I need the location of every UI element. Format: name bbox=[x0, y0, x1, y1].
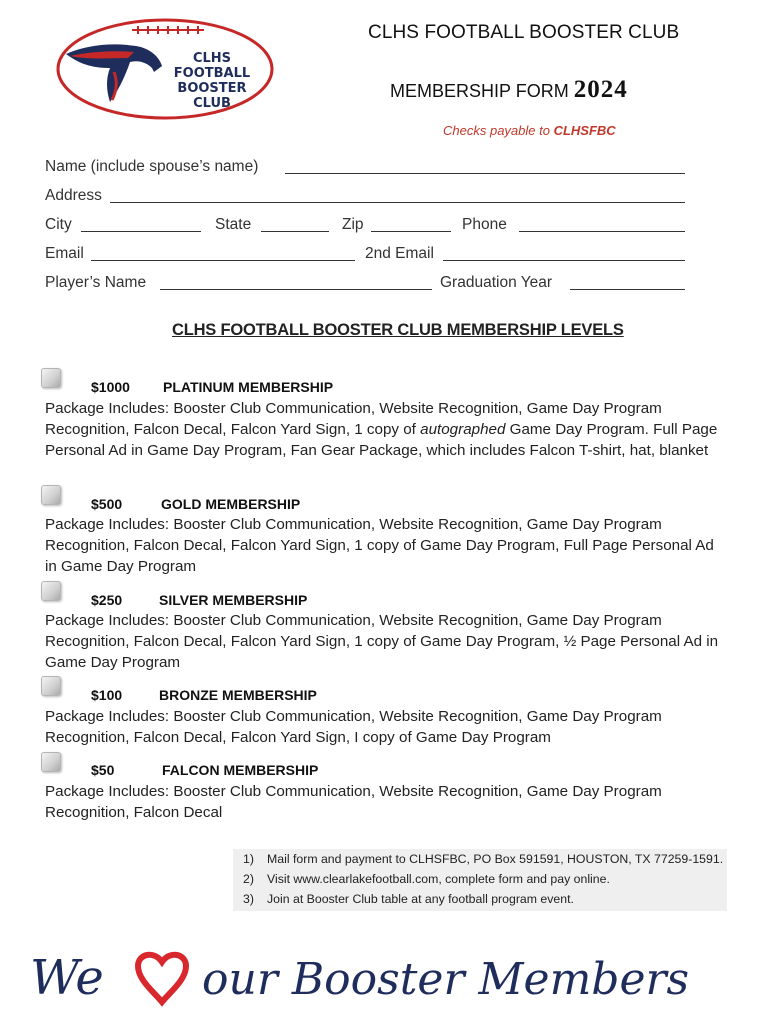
silver-description: Package Includes: Booster Club Communication, Website Recognition, Game Day Program Recognition, Falcon Decal, Falcon Yard Sign, 1 copy of Game Day Program, ½ Page Personal Ad in Game Day Program bbox=[45, 612, 719, 671]
footer-word-we: We bbox=[30, 950, 104, 1006]
description-text: Package Includes: Booster Club Communication, Website Recognition, Game Day Program Recognition, Falcon Decal, Falcon Yard Sign, 1 copy of bbox=[45, 400, 662, 438]
description-emphasis: autographed bbox=[420, 421, 506, 438]
platinum-checkbox[interactable] bbox=[41, 368, 61, 388]
level-price: $500 bbox=[91, 496, 123, 512]
city-field[interactable] bbox=[81, 231, 201, 232]
phone-field[interactable] bbox=[519, 231, 685, 232]
instruction-text: Mail form and payment to CLHSFBC, PO Box 591591, HOUSTON, TX 77259-1591. bbox=[267, 852, 724, 866]
gold-checkbox[interactable] bbox=[41, 485, 61, 505]
level-name: GOLD MEMBERSHIP bbox=[161, 496, 301, 512]
footer-slogan bbox=[30, 944, 750, 1010]
city-state-zip-row bbox=[45, 216, 685, 238]
email-label: Email bbox=[45, 245, 84, 262]
player-name-label: Player’s Name bbox=[45, 274, 147, 291]
checks-payable-note bbox=[443, 123, 616, 138]
bronze-description: Package Includes: Booster Club Communication, Website Recognition, Game Day Program Recognition, Falcon Decal, Falcon Yard Sign, I copy of Game Day Program bbox=[45, 708, 662, 746]
player-row bbox=[45, 274, 685, 296]
name-field[interactable] bbox=[285, 173, 685, 174]
platinum-description bbox=[45, 398, 725, 461]
logo-text-3: BOOSTER bbox=[177, 81, 247, 96]
instruction-number: 1) bbox=[243, 852, 254, 866]
footer-word-rest: our Booster Members bbox=[202, 954, 690, 1005]
zip-label: Zip bbox=[342, 216, 364, 233]
instruction-item bbox=[243, 872, 610, 886]
instruction-text: Visit www.clearlakefootball.com, complete form and pay online. bbox=[267, 872, 610, 886]
email-row bbox=[45, 245, 685, 267]
falcon-description: Package Includes: Booster Club Communication, Website Recognition, Game Day Program Recognition, Falcon Decal bbox=[45, 783, 662, 821]
state-field[interactable] bbox=[261, 231, 329, 232]
level-name: FALCON MEMBERSHIP bbox=[162, 762, 319, 778]
graduation-year-field[interactable] bbox=[570, 289, 685, 290]
address-label: Address bbox=[45, 187, 102, 204]
heart-icon bbox=[138, 955, 186, 1002]
name-row bbox=[45, 158, 685, 180]
instruction-item bbox=[243, 892, 574, 906]
description-text: Game Day Program. Full Page Personal Ad in Game Day Program, Fan Gear Package, which includes Falcon T-shirt, hat, blanket bbox=[45, 421, 718, 459]
logo-text-1: CLHS bbox=[192, 51, 232, 66]
address-row bbox=[45, 187, 685, 209]
checks-prefix: Checks payable to bbox=[443, 123, 550, 138]
falcon-checkbox[interactable] bbox=[41, 752, 61, 772]
level-price: $100 bbox=[91, 687, 123, 703]
name-label: Name (include spouse’s name) bbox=[45, 158, 259, 175]
silver-checkbox[interactable] bbox=[41, 581, 61, 601]
level-price: $250 bbox=[91, 592, 123, 608]
email2-field[interactable] bbox=[443, 260, 685, 261]
form-title: CLHS FOOTBALL BOOSTER CLUB bbox=[368, 22, 680, 43]
level-name: SILVER MEMBERSHIP bbox=[159, 592, 308, 608]
logo-text-2: FOOTBALL bbox=[173, 66, 251, 81]
level-price: $1000 bbox=[91, 379, 130, 395]
address-field[interactable] bbox=[110, 202, 685, 203]
zip-field[interactable] bbox=[371, 231, 451, 232]
membership-form-heading bbox=[390, 76, 628, 104]
instruction-text: Join at Booster Club table at any football program event. bbox=[267, 892, 574, 906]
phone-label: Phone bbox=[462, 216, 507, 233]
level-name: BRONZE MEMBERSHIP bbox=[159, 687, 317, 703]
instruction-item bbox=[243, 852, 723, 866]
instruction-number: 3) bbox=[243, 892, 254, 906]
form-label: MEMBERSHIP FORM bbox=[390, 81, 569, 101]
level-name: PLATINUM MEMBERSHIP bbox=[163, 379, 334, 395]
city-label: City bbox=[45, 216, 72, 233]
clhs-football-logo bbox=[54, 16, 276, 122]
logo-text-4: CLUB bbox=[193, 96, 231, 111]
graduation-year-label: Graduation Year bbox=[440, 274, 553, 291]
email2-label: 2nd Email bbox=[365, 245, 434, 262]
email-field[interactable] bbox=[91, 260, 355, 261]
player-name-field[interactable] bbox=[160, 289, 432, 290]
checks-payee: CLHSFBC bbox=[553, 123, 616, 138]
payment-instructions bbox=[233, 849, 727, 911]
bronze-checkbox[interactable] bbox=[41, 676, 61, 696]
level-price: $50 bbox=[91, 762, 115, 778]
form-year: 2024 bbox=[573, 76, 628, 103]
gold-description: Package Includes: Booster Club Communication, Website Recognition, Game Day Program Recognition, Falcon Decal, Falcon Yard Sign, 1 copy of Game Day Program, Full Page Personal Ad in Game Day Program bbox=[45, 516, 714, 575]
membership-levels-title: CLHS FOOTBALL BOOSTER CLUB MEMBERSHIP LEVELS bbox=[172, 321, 624, 339]
instruction-number: 2) bbox=[243, 872, 254, 886]
state-label: State bbox=[215, 216, 252, 233]
